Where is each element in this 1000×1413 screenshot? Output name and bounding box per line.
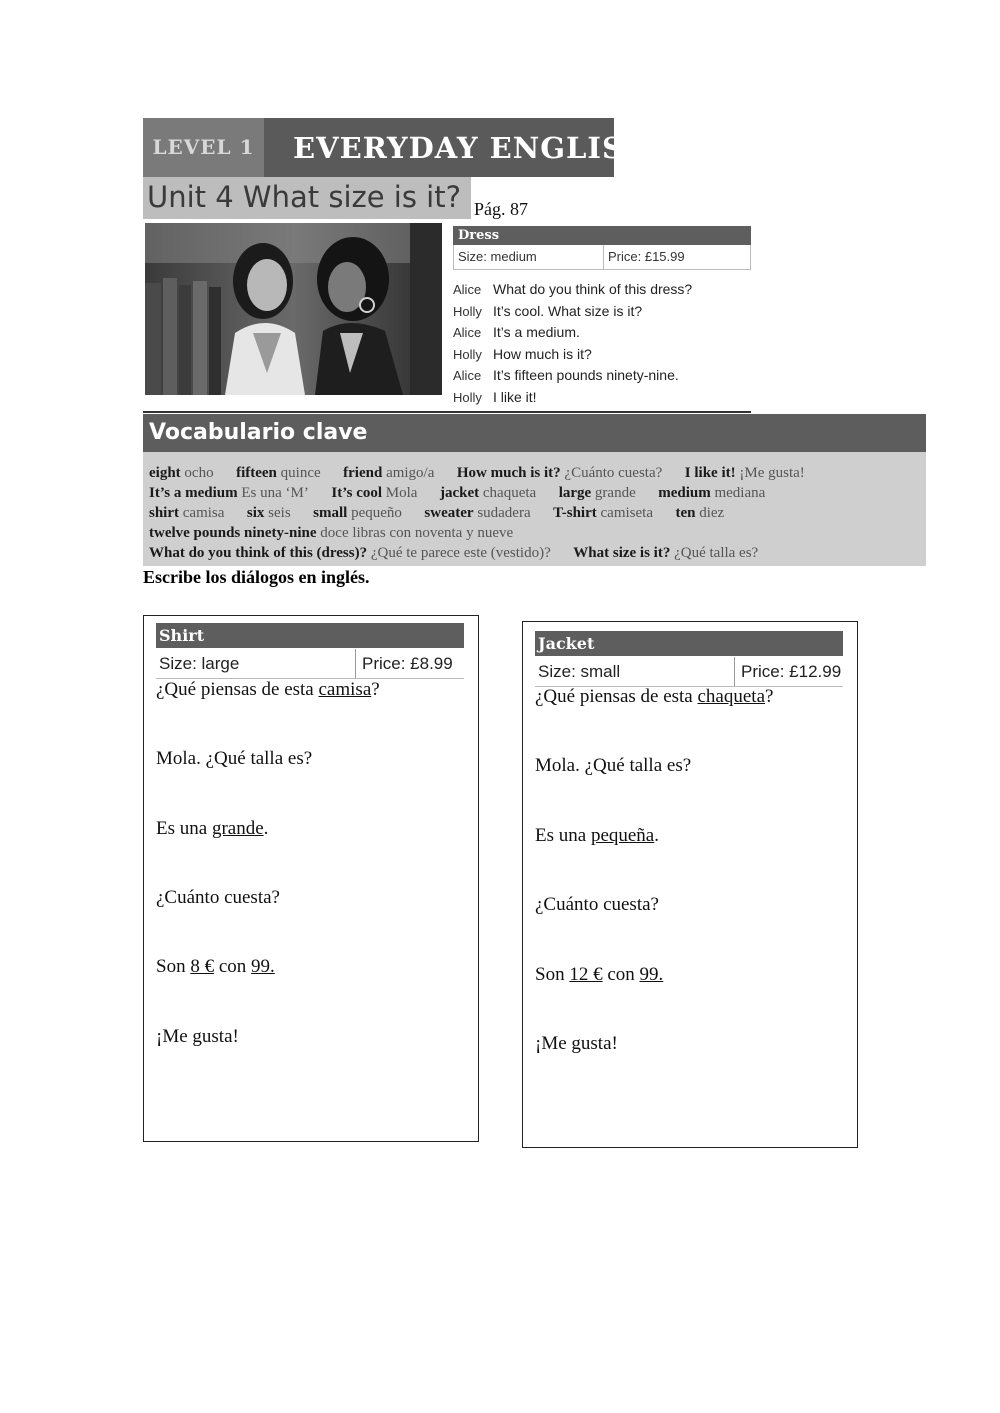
jacket-price: Price: £12.99 xyxy=(741,662,842,681)
vocab-es: camisa xyxy=(182,505,225,521)
exercise-line xyxy=(156,956,275,978)
vocab-en: ten xyxy=(675,505,696,521)
line-text: Son xyxy=(156,956,191,977)
exercise-line: ¡Me gusta! xyxy=(156,1026,239,1047)
vocab-en: twelve pounds ninety-nine xyxy=(149,525,317,541)
dialogue-text: I like it! xyxy=(493,388,537,405)
exercise-line: ¡Me gusta! xyxy=(535,1033,618,1054)
vocab-es: quince xyxy=(280,465,321,481)
vocab-es: ¿Qué te parece este (vestido)? xyxy=(370,545,551,561)
unit-title-box xyxy=(143,177,471,219)
vocab-en: fifteen xyxy=(236,465,277,481)
underlined-word: grande xyxy=(211,818,264,839)
vocab-es: ¿Qué talla es? xyxy=(674,545,759,561)
exercise-line: Mola. ¿Qué talla es? xyxy=(156,748,313,769)
dialogue-line xyxy=(453,344,692,366)
underlined-word: camisa xyxy=(318,679,372,700)
vocab-row xyxy=(149,545,758,562)
jacket-size: Size: small xyxy=(535,657,735,686)
underlined-word: 8 € xyxy=(190,956,215,977)
dialogue-text: What do you think of this dress? xyxy=(493,281,693,297)
line-text: ¿Qué piensas de esta xyxy=(156,679,319,700)
line-text: . xyxy=(654,825,659,846)
line-text: Es una xyxy=(156,818,212,839)
line-text: con xyxy=(602,964,640,985)
exercise-box-shirt xyxy=(143,615,479,1142)
vocab-en: jacket xyxy=(439,485,480,501)
line-text: ¿Qué piensas de esta xyxy=(535,686,698,707)
photo-illustration xyxy=(145,223,442,395)
vocab-es: ¡Me gusta! xyxy=(739,465,805,481)
vocab-heading-bar xyxy=(143,414,926,452)
line-text: ? xyxy=(371,679,380,700)
line-text: con xyxy=(214,956,252,977)
vocab-es: camiseta xyxy=(600,505,653,521)
vocab-es: ocho xyxy=(184,465,214,481)
exercise-line: ¿Cuánto cuesta? xyxy=(156,887,280,908)
dialogue-text: It’s a medium. xyxy=(493,324,580,340)
vocab-es: diez xyxy=(699,505,725,521)
dialogue-line xyxy=(453,322,692,344)
speaker: Holly xyxy=(453,303,482,319)
vocab-row xyxy=(149,465,805,482)
shirt-price: Price: £8.99 xyxy=(362,654,453,673)
dress-card-row xyxy=(453,245,751,270)
vocab-list xyxy=(143,452,926,566)
shirt-card-row xyxy=(156,649,464,679)
speaker: Holly xyxy=(453,389,482,405)
vocab-es: doce libras con noventa y nueve xyxy=(320,525,514,541)
page-reference: Pág. 87 xyxy=(474,199,528,219)
exercise-line xyxy=(535,686,773,708)
shirt-size: Size: large xyxy=(156,649,356,678)
vocab-en: medium xyxy=(658,485,711,501)
shopping-photo xyxy=(145,223,442,395)
vocab-en: small xyxy=(313,505,348,521)
dress-card-title: Dress xyxy=(453,226,751,245)
exercise-line xyxy=(156,679,380,701)
speaker: Alice xyxy=(453,368,482,383)
exercise-box-jacket xyxy=(522,621,858,1148)
exercise-line xyxy=(156,818,268,840)
vocab-es: amigo/a xyxy=(386,465,435,481)
dialogue-line xyxy=(453,301,692,323)
vocab-es: pequeño xyxy=(351,505,402,521)
jacket-card-title: Jacket xyxy=(535,631,843,656)
exercise-line: ¿Cuánto cuesta? xyxy=(535,894,659,915)
vocab-es: ¿Cuánto cuesta? xyxy=(564,465,663,481)
vocab-en: It’s a medium xyxy=(149,485,238,501)
speaker: Holly xyxy=(453,346,482,362)
vocab-row xyxy=(149,525,513,542)
vocab-en: What size is it? xyxy=(573,545,671,561)
shirt-card-title: Shirt xyxy=(156,623,464,648)
section-title: EVERYDAY ENGLISH xyxy=(293,131,653,165)
jacket-card-row xyxy=(535,657,843,687)
line-text: Es una xyxy=(535,825,591,846)
dialogue-line xyxy=(453,365,692,387)
level-label: LEVEL 1 xyxy=(143,118,264,177)
vocab-heading: Vocabulario clave xyxy=(149,420,368,445)
level-banner xyxy=(143,118,653,177)
speaker: Alice xyxy=(453,325,482,340)
underlined-word: 99. xyxy=(251,956,275,977)
underlined-word: pequeña xyxy=(590,825,655,846)
dialogue-text: It’s fifteen pounds ninety-nine. xyxy=(493,367,679,383)
exercise-line xyxy=(535,964,663,986)
dress-price-card xyxy=(453,226,751,270)
vocab-en: It’s cool xyxy=(331,485,383,501)
line-text: Son xyxy=(535,964,570,985)
vocab-es: grande xyxy=(594,485,636,501)
vocab-en: eight xyxy=(149,465,181,481)
dialogue-line xyxy=(453,279,692,301)
instruction: Escribe los diálogos en inglés. xyxy=(143,567,370,587)
vocab-en: friend xyxy=(343,465,383,481)
dress-price: Price: £15.99 xyxy=(608,249,685,264)
vocab-en: How much is it? xyxy=(456,465,561,481)
dress-size: Size: medium xyxy=(454,245,604,269)
underlined-word: chaqueta xyxy=(697,686,766,707)
vocab-row xyxy=(149,485,765,502)
vocab-es: mediana xyxy=(714,485,766,501)
vocab-en: I like it! xyxy=(684,465,736,481)
vocab-es: seis xyxy=(268,505,291,521)
vocab-row xyxy=(149,505,724,522)
vocab-en: shirt xyxy=(149,505,179,521)
dialogue-line xyxy=(453,387,692,409)
speaker: Alice xyxy=(453,282,482,297)
vocab-en: six xyxy=(246,505,265,521)
vocab-es: Es una ‘M’ xyxy=(241,485,309,501)
vocab-es: chaqueta xyxy=(482,485,537,501)
vocab-en: T-shirt xyxy=(553,505,597,521)
line-text: . xyxy=(263,818,269,839)
divider xyxy=(143,411,751,413)
line-text: ? xyxy=(765,686,774,707)
vocab-es: Mola xyxy=(385,485,418,501)
dialogue-text: How much is it? xyxy=(493,345,592,362)
vocab-es: sudadera xyxy=(477,505,531,521)
exercise-line xyxy=(535,825,659,847)
model-dialogue xyxy=(453,279,692,408)
vocab-en: sweater xyxy=(424,505,474,521)
underlined-word: 99. xyxy=(639,964,664,985)
exercise-line: Mola. ¿Qué talla es? xyxy=(535,755,692,776)
underlined-word: 12 € xyxy=(569,964,603,985)
vocab-en: large xyxy=(558,485,592,501)
vocab-en: What do you think of this (dress)? xyxy=(149,545,368,561)
dialogue-text: It’s cool. What size is it? xyxy=(493,302,643,319)
unit-title: Unit 4 What size is it? xyxy=(147,180,461,214)
